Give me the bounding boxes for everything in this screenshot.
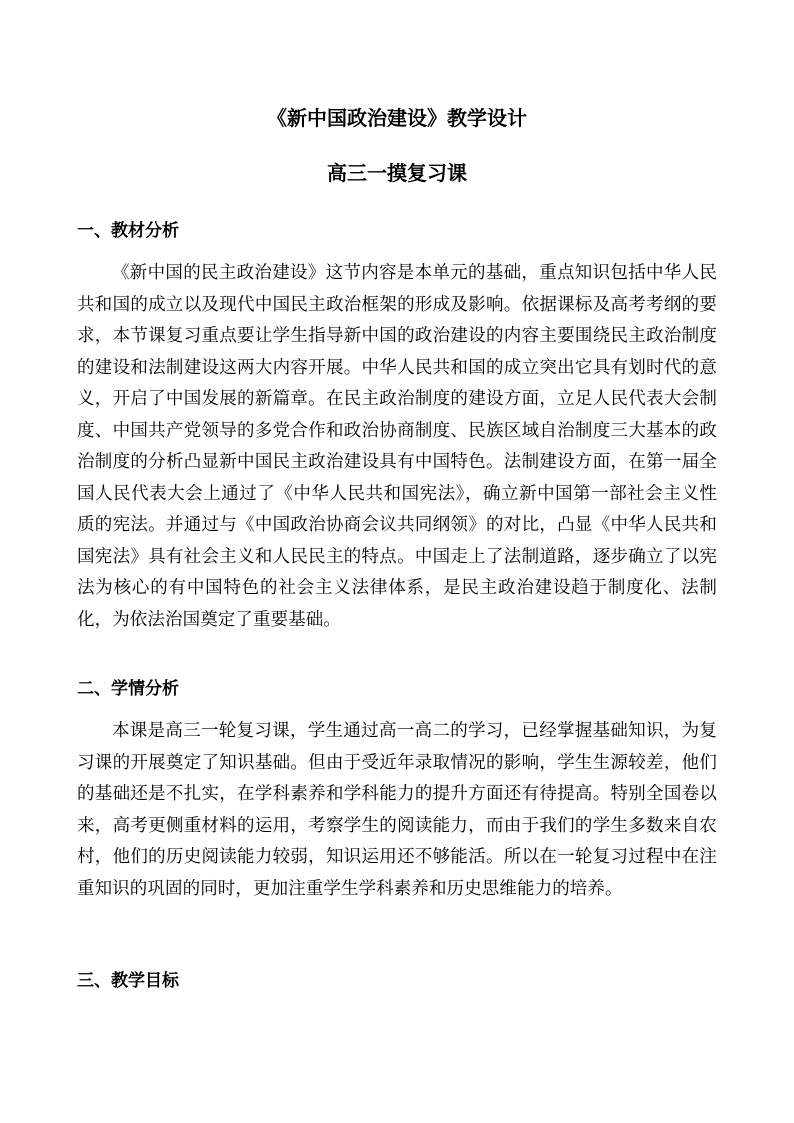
document-subtitle: 高三一摸复习课: [327, 161, 467, 185]
section-heading-teaching-objectives: 三、教学目标: [77, 971, 179, 991]
section-paragraph-textbook-analysis: 《新中国的民主政治建设》这节内容是本单元的基础，重点知识包括中华人民共和国的成立以及现代中国民主政治框架的形成及影响。依据课标及高考考纲的要求，本节课复习重点要让学生指导新中国的政治建设的内容主要围绕民主政治制度的建设和法制建设这两大内容开展。中华人民共和国的成立突出它具有划时代的意义，开启了中国发展的新篇章。在民主政治制度的建设方面，立足人民代表大会制度、中国共产党领导的多党合作和政治协商制度、民族区域自治制度三大基本的政治制度的分析凸显新中国民主政治建设具有中国特色。法制建设方面，在第一届全国人民代表大会上通过了《中华人民共和国宪法》，确立新中国第一部社会主义性质的宪法。并通过与《中国政治协商会议共同纲领》的对比，凸显《中华人民共和国宪法》具有社会主义和人民民主的特点。中国走上了法制道路，逐步确立了以宪法为核心的有中国特色的社会主义法律体系，是民主政治建设趋于制度化、法制化，为依法治国奠定了重要基础。: [77, 263, 717, 630]
document-title: 《新中国政治建设》教学设计: [267, 106, 527, 130]
section-paragraph-student-analysis: 本课是高三一轮复习课，学生通过高一高二的学习，已经掌握基础知识，为复习课的开展奠定了知识基础。但由于受近年录取情况的影响，学生生源较差，他们的基础还是不扎实，在学科素养和学科能力的提升方面还有待提高。特别全国卷以来，高考更侧重材料的运用，考察学生的阅读能力，而由于我们的学生多数来自农村，他们的历史阅读能力较弱，知识运用还不够能活。所以在一轮复习过程中在注重知识的巩固的同时，更加注重学生学科素养和历史思维能力的培养。: [77, 721, 717, 899]
section-heading-student-analysis: 二、学情分析: [77, 679, 179, 699]
section-heading-textbook-analysis: 一、教材分析: [77, 221, 179, 241]
